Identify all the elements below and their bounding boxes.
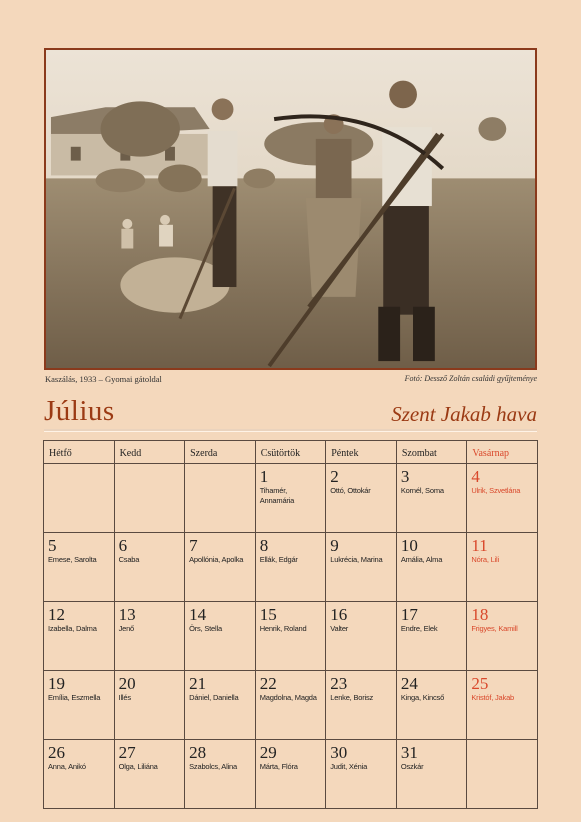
weekday-thursday: Csütörtök <box>255 441 326 464</box>
name-day-names: Frigyes, Kamill <box>471 624 518 633</box>
calendar-week-row <box>44 533 538 602</box>
calendar-day-cell <box>255 671 326 740</box>
name-day-names: Valter <box>330 624 349 633</box>
day-number: 9 <box>330 536 339 555</box>
name-day-names: Márta, Flóra <box>259 762 298 771</box>
calendar-day-cell <box>326 602 397 671</box>
day-number: 2 <box>330 467 339 486</box>
day-number: 20 <box>118 674 136 693</box>
day-number: 30 <box>330 743 348 762</box>
month-title: Július <box>44 395 115 427</box>
day-number: 26 <box>48 743 65 762</box>
calendar-day-cell <box>114 533 185 602</box>
name-day-names: Jenő <box>118 624 135 633</box>
name-day-names: Emília, Eszmella <box>48 693 101 702</box>
calendar-day-cell <box>326 533 397 602</box>
name-day-names: Ellák, Edgár <box>259 555 298 564</box>
name-day-names: Apollónia, Apolka <box>189 555 244 564</box>
calendar-day-cell <box>396 671 467 740</box>
name-day-names: Magdolna, Magda <box>259 693 317 702</box>
day-number: 11 <box>471 536 488 555</box>
calendar-grid <box>43 440 538 809</box>
weekday-monday: Hétfő <box>44 441 115 464</box>
haymaking-photo <box>46 50 535 368</box>
weekday-tuesday: Kedd <box>114 441 185 464</box>
name-day-names: Emese, Sarolta <box>48 555 97 564</box>
calendar-day-cell <box>255 740 326 809</box>
day-number: 8 <box>259 536 269 555</box>
day-number: 18 <box>471 605 489 624</box>
calendar-day-cell <box>44 602 115 671</box>
day-number: 4 <box>471 467 480 486</box>
calendar-day-cell <box>185 533 256 602</box>
day-number: 19 <box>48 674 65 693</box>
calendar-day-cell <box>467 740 538 809</box>
calendar-day-cell <box>326 740 397 809</box>
name-day-names: Szabolcs, Alina <box>189 762 237 771</box>
calendar-day-cell <box>185 740 256 809</box>
calendar-day-cell <box>114 740 185 809</box>
calendar-day-cell <box>467 671 538 740</box>
calendar-day-cell <box>396 602 467 671</box>
weekday-saturday: Szombat <box>396 441 467 464</box>
day-number: 28 <box>189 743 207 762</box>
calendar-week-row <box>44 602 538 671</box>
name-day-names: Illés <box>118 693 131 702</box>
calendar-day-cell <box>44 671 115 740</box>
calendar-day-cell <box>114 602 185 671</box>
calendar-day-cell <box>396 740 467 809</box>
name-day-names: Kinga, Kincső <box>400 693 445 702</box>
name-day-names: Ulrik, Szvetlána <box>471 486 521 495</box>
day-number: 13 <box>118 605 136 624</box>
weekday-friday: Péntek <box>326 441 397 464</box>
day-number: 22 <box>259 674 277 693</box>
name-day-names: Judit, Xénia <box>330 762 368 771</box>
calendar-day-cell <box>467 533 538 602</box>
name-day-names: Amália, Alma <box>400 555 443 564</box>
calendar-week-row <box>44 740 538 809</box>
day-number: 23 <box>330 674 348 693</box>
day-number: 7 <box>189 536 198 555</box>
name-day-names: Henrik, Roland <box>259 624 307 633</box>
calendar-day-cell <box>185 602 256 671</box>
calendar-day-cell <box>255 602 326 671</box>
calendar-day-cell <box>44 464 115 533</box>
name-day-names: Oszkár <box>400 762 424 771</box>
name-day-names: Kristóf, Jakab <box>471 693 515 702</box>
day-number: 14 <box>189 605 207 624</box>
day-number: 21 <box>189 674 207 693</box>
month-subtitle: Szent Jakab hava <box>391 402 537 426</box>
name-day-names: Endre, Elek <box>400 624 438 633</box>
name-day-names: Tihamér, Annamária <box>259 486 295 505</box>
day-number: 5 <box>48 536 57 555</box>
calendar-day-cell <box>44 533 115 602</box>
name-day-names: Ottó, Ottokár <box>330 486 371 495</box>
calendar-day-cell <box>326 671 397 740</box>
day-number: 27 <box>118 743 136 762</box>
weekday-wednesday: Szerda <box>185 441 256 464</box>
calendar-day-cell <box>44 740 115 809</box>
calendar-day-cell <box>467 464 538 533</box>
name-day-names: Lenke, Borisz <box>330 693 374 702</box>
day-number: 16 <box>330 605 348 624</box>
name-day-names: Anna, Anikó <box>48 762 86 771</box>
day-number: 3 <box>400 467 410 486</box>
calendar-photo <box>44 48 537 370</box>
day-number: 12 <box>48 605 65 624</box>
name-day-names: Nóra, Lili <box>471 555 499 564</box>
day-number: 15 <box>259 605 277 624</box>
day-number: 25 <box>471 674 489 693</box>
calendar-day-cell <box>396 533 467 602</box>
calendar-day-cell <box>396 464 467 533</box>
calendar-day-cell <box>114 671 185 740</box>
day-number: 1 <box>259 467 269 486</box>
name-day-names: Csaba <box>118 555 140 564</box>
calendar-week-row <box>44 671 538 740</box>
weekday-header-row <box>44 441 538 464</box>
calendar-day-cell <box>467 602 538 671</box>
day-number: 24 <box>400 674 418 693</box>
name-day-names: Lukrécia, Marina <box>330 555 383 564</box>
calendar-week-row <box>44 464 538 533</box>
day-number: 10 <box>400 536 418 555</box>
day-number: 29 <box>259 743 277 762</box>
divider <box>44 431 537 432</box>
calendar-day-cell <box>114 464 185 533</box>
name-day-names: Olga, Liliána <box>118 762 158 771</box>
weekday-sunday: Vasárnap <box>467 441 538 464</box>
calendar-day-cell <box>185 671 256 740</box>
day-number: 31 <box>400 743 418 762</box>
day-number: 6 <box>118 536 128 555</box>
calendar-day-cell <box>185 464 256 533</box>
calendar-day-cell <box>326 464 397 533</box>
photo-caption: Kaszálás, 1933 – Gyomai gátoldal <box>45 374 162 384</box>
photo-credit: Fotó: Dessző Zoltán családi gyűjteménye <box>404 374 537 383</box>
name-day-names: Örs, Stella <box>189 624 222 633</box>
day-number: 17 <box>400 605 418 624</box>
name-day-names: Kornél, Soma <box>400 486 444 495</box>
calendar-day-cell <box>255 464 326 533</box>
calendar-day-cell <box>255 533 326 602</box>
name-day-names: Izabella, Dalma <box>48 624 97 633</box>
name-day-names: Dániel, Daniella <box>189 693 239 702</box>
